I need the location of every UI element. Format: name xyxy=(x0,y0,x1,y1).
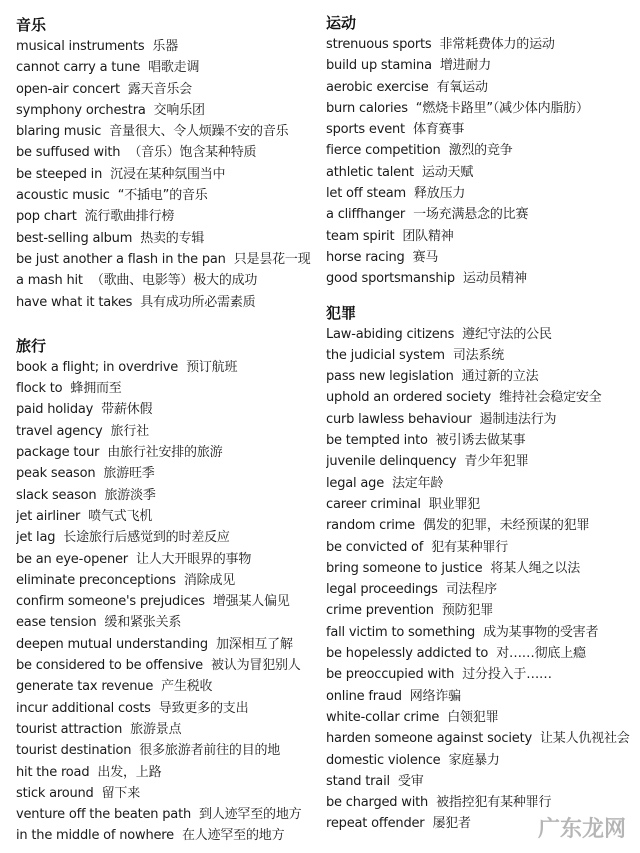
vocab-entry xyxy=(16,206,316,227)
vocab-entry xyxy=(326,387,636,408)
entry-chinese: 喷气式飞机 xyxy=(88,508,153,524)
entry-chinese: 具有成功所必需素质 xyxy=(140,294,256,310)
entry-chinese: 乐器 xyxy=(152,39,179,54)
vocab-entry xyxy=(326,494,636,515)
entry-chinese: 让人大开眼界的事物 xyxy=(135,551,252,567)
entry-chinese: 旅游景点 xyxy=(130,721,182,737)
entry-chinese: 屡犯者 xyxy=(432,816,471,832)
vocab-entry xyxy=(16,463,316,484)
entry-english: slack season xyxy=(16,487,97,503)
vocab-entry xyxy=(16,634,316,655)
entry-english: be suffused with xyxy=(16,145,121,161)
entry-chinese: 预订航班 xyxy=(186,359,238,375)
entry-english: sports event xyxy=(326,122,405,138)
entry-chinese: 运动员精神 xyxy=(462,271,527,287)
vocab-entry xyxy=(326,268,636,289)
vocab-entry xyxy=(326,686,636,707)
entry-english: Law-abiding citizens xyxy=(326,326,455,342)
entry-english: ease tension xyxy=(16,615,97,631)
entry-chinese: 对……彻底上瘾 xyxy=(496,646,586,662)
entry-chinese: 维持社会稳定安全 xyxy=(499,390,602,406)
vocab-entry xyxy=(326,792,636,813)
vocab-entry xyxy=(326,537,636,558)
entry-chinese: 受审 xyxy=(397,773,424,789)
entry-english: be convicted of xyxy=(326,539,424,555)
watermark: 广东龙网 xyxy=(537,817,626,842)
vocab-entry xyxy=(326,77,636,98)
entry-chinese: 偶发的犯罪，未经预谋的犯罪 xyxy=(422,518,590,534)
entry-english: athletic talent xyxy=(326,164,414,180)
entry-english: musical instruments xyxy=(16,39,145,54)
vocab-entry xyxy=(16,549,316,570)
entry-chinese: 导致更多的支出 xyxy=(158,700,249,716)
entry-chinese: 唱歌走调 xyxy=(148,60,200,76)
crime-list xyxy=(326,324,636,835)
entry-english: online fraud xyxy=(326,688,402,704)
entry-english: curb lawless behaviour xyxy=(326,411,472,427)
entry-chinese: 司法系统 xyxy=(452,347,505,363)
entry-english: deepen mutual understanding xyxy=(16,636,208,652)
vocab-entry xyxy=(16,57,316,78)
vocab-entry xyxy=(326,750,636,771)
vocab-entry xyxy=(16,676,316,697)
vocab-entry xyxy=(326,451,636,472)
vocab-entry xyxy=(16,292,316,313)
vocab-entry xyxy=(326,664,636,685)
entry-english: career criminal xyxy=(326,496,421,512)
vocab-entry xyxy=(16,357,316,378)
entry-chinese: 青少年犯罪 xyxy=(464,454,529,470)
entry-chinese: 到人迹罕至的地方 xyxy=(199,807,302,823)
vocab-entry xyxy=(326,226,636,247)
entry-chinese: 体育赛事 xyxy=(412,122,465,138)
entry-english: stick around xyxy=(16,785,94,801)
vocab-entry xyxy=(326,430,636,451)
entry-chinese: 交响乐团 xyxy=(153,102,205,118)
entry-english: hit the road xyxy=(16,764,90,780)
entry-chinese: 被引诱去做某事 xyxy=(435,433,526,449)
left-column xyxy=(16,0,316,847)
vocab-entry xyxy=(326,558,636,579)
entry-chinese: 留下来 xyxy=(101,785,141,801)
entry-english: be hopelessly addicted to xyxy=(326,646,489,662)
entry-english: a cliffhanger xyxy=(326,207,406,223)
entry-chinese: 法定年龄 xyxy=(392,475,444,491)
vocab-entry xyxy=(16,36,316,57)
entry-english: build up stamina xyxy=(326,58,432,74)
entry-english: aerobic exercise xyxy=(326,79,429,95)
vocab-entry xyxy=(326,140,636,161)
vocab-entry xyxy=(16,228,316,249)
vocab-entry xyxy=(16,485,316,506)
vocab-entry xyxy=(326,204,636,225)
entry-chinese: 被指控犯有某种罪行 xyxy=(436,795,552,811)
entry-chinese: 一场充满悬念的比赛 xyxy=(413,207,529,223)
entry-chinese: 旅游淡季 xyxy=(104,487,156,503)
entry-english: package tour xyxy=(16,445,100,461)
entry-english: jet lag xyxy=(16,530,56,546)
entry-chinese: 让某人仇视社会 xyxy=(539,731,630,747)
entry-chinese: （歌曲、电影等）极大的成功 xyxy=(90,273,258,289)
entry-english: travel agency xyxy=(16,423,103,439)
entry-english: let off steam xyxy=(326,186,406,202)
entry-chinese: 赛马 xyxy=(412,249,439,265)
section-title-travel: 旅行 xyxy=(16,336,47,355)
entry-english: random crime xyxy=(326,518,415,534)
entry-chinese: 旅行社 xyxy=(110,423,149,439)
entry-chinese: 沉浸在某种氛围当中 xyxy=(110,166,226,182)
entry-chinese: 预防犯罪 xyxy=(441,603,494,619)
vocab-entry xyxy=(16,442,316,463)
entry-english: peak season xyxy=(16,466,96,482)
vocab-entry xyxy=(326,622,636,643)
vocab-entry xyxy=(326,247,636,268)
entry-chinese: 加深相互了解 xyxy=(215,636,293,652)
entry-english: fall victim to something xyxy=(326,624,476,640)
vocab-entry xyxy=(16,121,316,142)
vocab-entry xyxy=(326,728,636,749)
vocab-entry xyxy=(326,98,636,119)
vocab-entry xyxy=(16,804,316,825)
entry-english: open-air concert xyxy=(16,81,120,97)
entry-english: be considered to be offensive xyxy=(16,658,203,674)
entry-english: paid holiday xyxy=(16,402,94,418)
sports-list xyxy=(326,34,636,290)
entry-english: confirm someone's prejudices xyxy=(16,594,205,610)
entry-chinese: 增强某人偏见 xyxy=(212,594,290,610)
entry-chinese: 遵纪守法的公民 xyxy=(462,326,552,342)
vocab-entry xyxy=(16,591,316,612)
entry-english: burn calories xyxy=(326,100,408,116)
entry-chinese: 白领犯罪 xyxy=(447,709,499,725)
entry-english: pass new legislation xyxy=(326,369,454,385)
entry-chinese: “不插电”的音乐 xyxy=(117,188,208,204)
entry-english: venture off the beaten path xyxy=(16,807,192,823)
entry-english: juvenile delinquency xyxy=(326,454,457,470)
vocab-entry xyxy=(326,515,636,536)
entry-english: best-selling album xyxy=(16,230,133,246)
entry-chinese: 旅游旺季 xyxy=(103,466,155,482)
entry-english: the judicial system xyxy=(326,347,445,363)
vocab-entry xyxy=(16,185,316,206)
vocab-entry xyxy=(326,162,636,183)
entry-chinese: （音乐）饱含某种特质 xyxy=(128,145,257,161)
vocab-entry xyxy=(16,762,316,783)
entry-english: uphold an ordered society xyxy=(326,390,492,406)
vocab-entry xyxy=(326,600,636,621)
vocab-entry xyxy=(16,783,316,804)
entry-english: generate tax revenue xyxy=(16,679,154,695)
entry-chinese: 很多旅游者前往的目的地 xyxy=(139,743,281,759)
vocab-entry xyxy=(326,119,636,140)
entry-chinese: 只是昙花一现 xyxy=(233,251,311,267)
right-column xyxy=(326,0,636,835)
entry-chinese: 出发，上路 xyxy=(97,764,162,780)
vocab-entry xyxy=(16,655,316,676)
vocab-entry xyxy=(326,579,636,600)
vocab-entry xyxy=(16,825,316,846)
entry-english: fierce competition xyxy=(326,143,441,159)
entry-english: be tempted into xyxy=(326,433,428,449)
entry-chinese: “燃烧卡路里”（减少体内脂肪） xyxy=(415,100,589,116)
vocab-entry xyxy=(326,409,636,430)
entry-chinese: 司法程序 xyxy=(445,582,497,598)
entry-chinese: 释放压力 xyxy=(413,186,466,202)
vocab-entry xyxy=(16,249,316,270)
entry-english: team spirit xyxy=(326,228,395,244)
vocab-entry xyxy=(326,345,636,366)
entry-english: book a flight; in overdrive xyxy=(16,359,179,375)
entry-english: in the middle of nowhere xyxy=(16,828,174,844)
vocab-entry xyxy=(326,707,636,728)
vocab-entry xyxy=(16,570,316,591)
travel-list xyxy=(16,357,316,847)
vocab-entry xyxy=(16,527,316,548)
vocab-entry xyxy=(326,55,636,76)
entry-english: bring someone to justice xyxy=(326,560,483,576)
vocab-entry xyxy=(16,164,316,185)
entry-chinese: 蜂拥而至 xyxy=(70,381,122,397)
entry-chinese: 遏制违法行为 xyxy=(479,411,557,427)
vocab-entry xyxy=(16,421,316,442)
entry-english: white-collar crime xyxy=(326,709,440,725)
entry-chinese: 犯有某种罪行 xyxy=(431,539,508,555)
vocab-entry xyxy=(326,34,636,55)
vocab-entry xyxy=(16,399,316,420)
entry-english: flock to xyxy=(16,381,63,397)
entry-english: domestic violence xyxy=(326,752,441,768)
entry-chinese: 露天音乐会 xyxy=(127,81,192,97)
entry-chinese: 成为某事物的受害者 xyxy=(483,624,599,640)
entry-chinese: 由旅行社安排的旅游 xyxy=(107,445,223,461)
entry-english: have what it takes xyxy=(16,294,133,310)
entry-chinese: 流行歌曲排行榜 xyxy=(84,209,175,225)
vocab-entry xyxy=(326,473,636,494)
entry-english: crime prevention xyxy=(326,603,434,619)
vocab-entry xyxy=(16,100,316,121)
entry-chinese: 长途旅行后感觉到的时差反应 xyxy=(63,530,230,546)
entry-chinese: 职业罪犯 xyxy=(428,496,481,512)
vocab-entry xyxy=(16,79,316,100)
entry-english: harden someone against society xyxy=(326,731,532,747)
entry-english: stand trail xyxy=(326,773,390,789)
vocab-entry xyxy=(326,771,636,792)
entry-english: legal proceedings xyxy=(326,582,438,598)
entry-english: a mash hit xyxy=(16,273,83,289)
entry-chinese: 带薪休假 xyxy=(101,402,153,418)
entry-chinese: 有氧运动 xyxy=(436,79,488,95)
entry-chinese: 产生税收 xyxy=(161,679,213,695)
entry-chinese: 通过新的立法 xyxy=(461,369,539,385)
entry-chinese: 过分投入于…… xyxy=(462,667,552,683)
entry-english: jet airliner xyxy=(16,508,81,524)
vocab-entry xyxy=(16,740,316,761)
entry-english: legal age xyxy=(326,475,384,491)
vocab-entry xyxy=(16,378,316,399)
vocab-entry xyxy=(326,643,636,664)
entry-english: be an eye-opener xyxy=(16,551,128,567)
entry-english: pop chart xyxy=(16,209,77,225)
entry-chinese: 家庭暴力 xyxy=(448,752,500,768)
entry-english: strenuous sports xyxy=(326,37,432,52)
entry-english: be preoccupied with xyxy=(326,667,455,683)
entry-english: tourist destination xyxy=(16,743,132,759)
vocab-entry xyxy=(16,612,316,633)
entry-chinese: 被认为冒犯别人 xyxy=(211,658,301,674)
entry-english: symphony orchestra xyxy=(16,102,146,118)
entry-chinese: 消除成见 xyxy=(183,572,236,588)
entry-english: tourist attraction xyxy=(16,721,123,737)
vocab-entry xyxy=(16,719,316,740)
vocab-entry xyxy=(16,270,316,291)
vocab-entry xyxy=(16,698,316,719)
entry-english: cannot carry a tune xyxy=(16,60,141,76)
section-title-crime: 犯罪 xyxy=(326,303,357,322)
vocab-entry xyxy=(326,366,636,387)
entry-chinese: 音量很大、令人烦躁不安的音乐 xyxy=(109,124,289,140)
entry-english: repeat offender xyxy=(326,816,425,832)
entry-chinese: 在人迹罕至的地方 xyxy=(181,828,285,844)
vocab-entry xyxy=(16,506,316,527)
entry-english: eliminate preconceptions xyxy=(16,572,176,588)
vocab-entry xyxy=(326,183,636,204)
entry-chinese: 增进耐力 xyxy=(439,58,492,74)
entry-chinese: 缓和紧张关系 xyxy=(104,615,182,631)
entry-english: good sportsmanship xyxy=(326,271,455,287)
vocab-entry xyxy=(326,324,636,345)
section-title-music: 音乐 xyxy=(16,16,47,34)
entry-chinese: 激烈的竞争 xyxy=(448,143,513,159)
section-title-sports: 运动 xyxy=(326,14,357,32)
entry-chinese: 网络诈骗 xyxy=(409,688,461,704)
entry-english: acoustic music xyxy=(16,188,110,204)
music-list xyxy=(16,36,316,313)
vocab-entry xyxy=(16,142,316,163)
entry-english: blaring music xyxy=(16,124,102,140)
entry-chinese: 团队精神 xyxy=(402,228,454,244)
entry-english: be steeped in xyxy=(16,166,103,182)
entry-chinese: 非常耗费体力的运动 xyxy=(439,37,555,52)
entry-english: incur additional costs xyxy=(16,700,151,716)
entry-chinese: 运动天赋 xyxy=(421,164,474,180)
entry-chinese: 热卖的专辑 xyxy=(140,230,205,246)
entry-english: horse racing xyxy=(326,249,405,265)
entry-chinese: 将某人绳之以法 xyxy=(490,560,581,576)
entry-english: be just another a flash in the pan xyxy=(16,251,226,267)
entry-english: be charged with xyxy=(326,795,429,811)
